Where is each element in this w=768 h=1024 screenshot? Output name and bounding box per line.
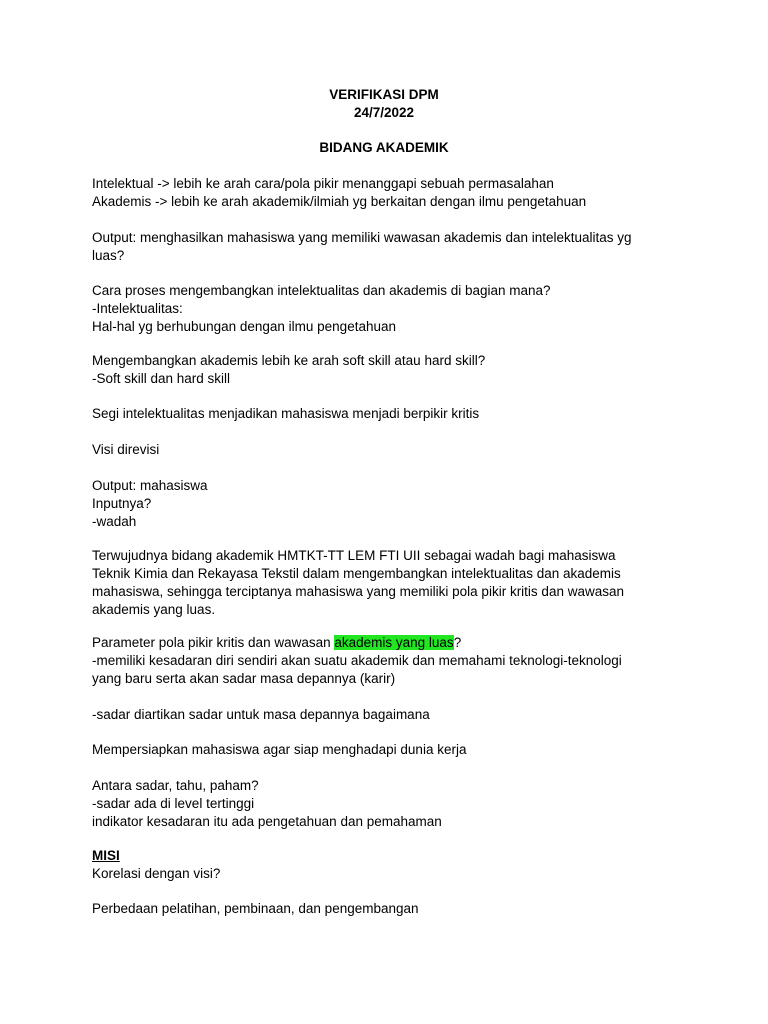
text-line: Segi intelektualitas menjadikan mahasiswa menjadi berpikir kritis xyxy=(92,406,480,421)
section-heading: BIDANG AKADEMIK xyxy=(319,140,449,155)
text-line: luas? xyxy=(92,248,125,263)
doc-title: VERIFIKASI DPM xyxy=(329,87,439,102)
text-line: Inputnya? xyxy=(92,496,152,511)
text-line: Perbedaan pelatihan, pembinaan, dan pengembangan xyxy=(92,901,419,916)
paragraph-training xyxy=(92,900,692,918)
paragraph-output xyxy=(92,229,692,265)
paragraph-vision-statement xyxy=(92,547,692,619)
text-line: -sadar ada di level tertinggi xyxy=(92,796,255,811)
text-line-highlighted xyxy=(92,634,692,652)
paragraph-work-readiness xyxy=(92,741,692,759)
text-line: indikator kesadaran itu ada pengetahuan dan pemahaman xyxy=(92,814,442,829)
paragraph-awareness xyxy=(92,706,692,724)
text-segment: Parameter pola pikir kritis dan wawasan xyxy=(92,635,335,650)
text-line: -memiliki kesadaran diri sendiri akan suatu akademik dan memahami teknologi-teknologi xyxy=(92,653,622,668)
paragraph-parameters xyxy=(92,634,692,688)
paragraph-definitions xyxy=(92,175,692,211)
text-line: akademis yang luas. xyxy=(92,602,216,617)
text-line: Mengembangkan akademis lebih ke arah soft skill atau hard skill? xyxy=(92,353,486,368)
text-line: Hal-hal yg berhubungan dengan ilmu pengetahuan xyxy=(92,319,396,334)
paragraph-levels xyxy=(92,777,692,831)
text-line: -wadah xyxy=(92,514,137,529)
section-misi xyxy=(92,847,692,883)
text-line: Output: mahasiswa xyxy=(92,478,208,493)
text-line: mahasiswa, sehingga terciptanya mahasiswa yang memiliki pola pikir kritis dan wawasan xyxy=(92,584,624,599)
paragraph-skills xyxy=(92,352,692,388)
text-line: -sadar diartikan sadar untuk masa depannya bagaimana xyxy=(92,707,430,722)
paragraph-output-input xyxy=(92,477,692,531)
text-line: Korelasi dengan visi? xyxy=(92,866,221,881)
text-line: Mempersiapkan mahasiswa agar siap menghadapi dunia kerja xyxy=(92,742,467,757)
paragraph-vision-revised xyxy=(92,441,692,459)
doc-date: 24/7/2022 xyxy=(353,105,415,120)
text-line: yang baru serta akan sadar masa depannya (karir) xyxy=(92,671,396,686)
paragraph-process xyxy=(92,282,692,336)
text-line: Teknik Kimia dan Rekayasa Tekstil dalam mengembangkan intelektualitas dan akademis xyxy=(92,566,621,581)
misi-heading: MISI xyxy=(92,848,120,863)
text-line: Terwujudnya bidang akademik HMTKT-TT LEM FTI UII sebagai wadah bagi mahasiswa xyxy=(92,548,616,563)
text-line: Akademis -> lebih ke arah akademik/ilmiah yg berkaitan dengan ilmu pengetahuan xyxy=(92,194,587,209)
text-line: Cara proses mengembangkan intelektualitas dan akademis di bagian mana? xyxy=(92,283,551,298)
text-line: Output: menghasilkan mahasiswa yang memiliki wawasan akademis dan intelektualitas yg xyxy=(92,230,632,245)
text-line: Antara sadar, tahu, paham? xyxy=(92,778,259,793)
paragraph-critical-thinking xyxy=(92,405,692,423)
text-segment: ? xyxy=(453,635,462,650)
text-line: Intelektual -> lebih ke arah cara/pola pikir menanggapi sebuah permasalahan xyxy=(92,176,554,191)
text-line: -Intelektualitas: xyxy=(92,301,183,316)
text-line: -Soft skill dan hard skill xyxy=(92,371,231,386)
text-line: Visi direvisi xyxy=(92,442,160,457)
highlighted-text: akademis yang luas xyxy=(334,635,454,650)
